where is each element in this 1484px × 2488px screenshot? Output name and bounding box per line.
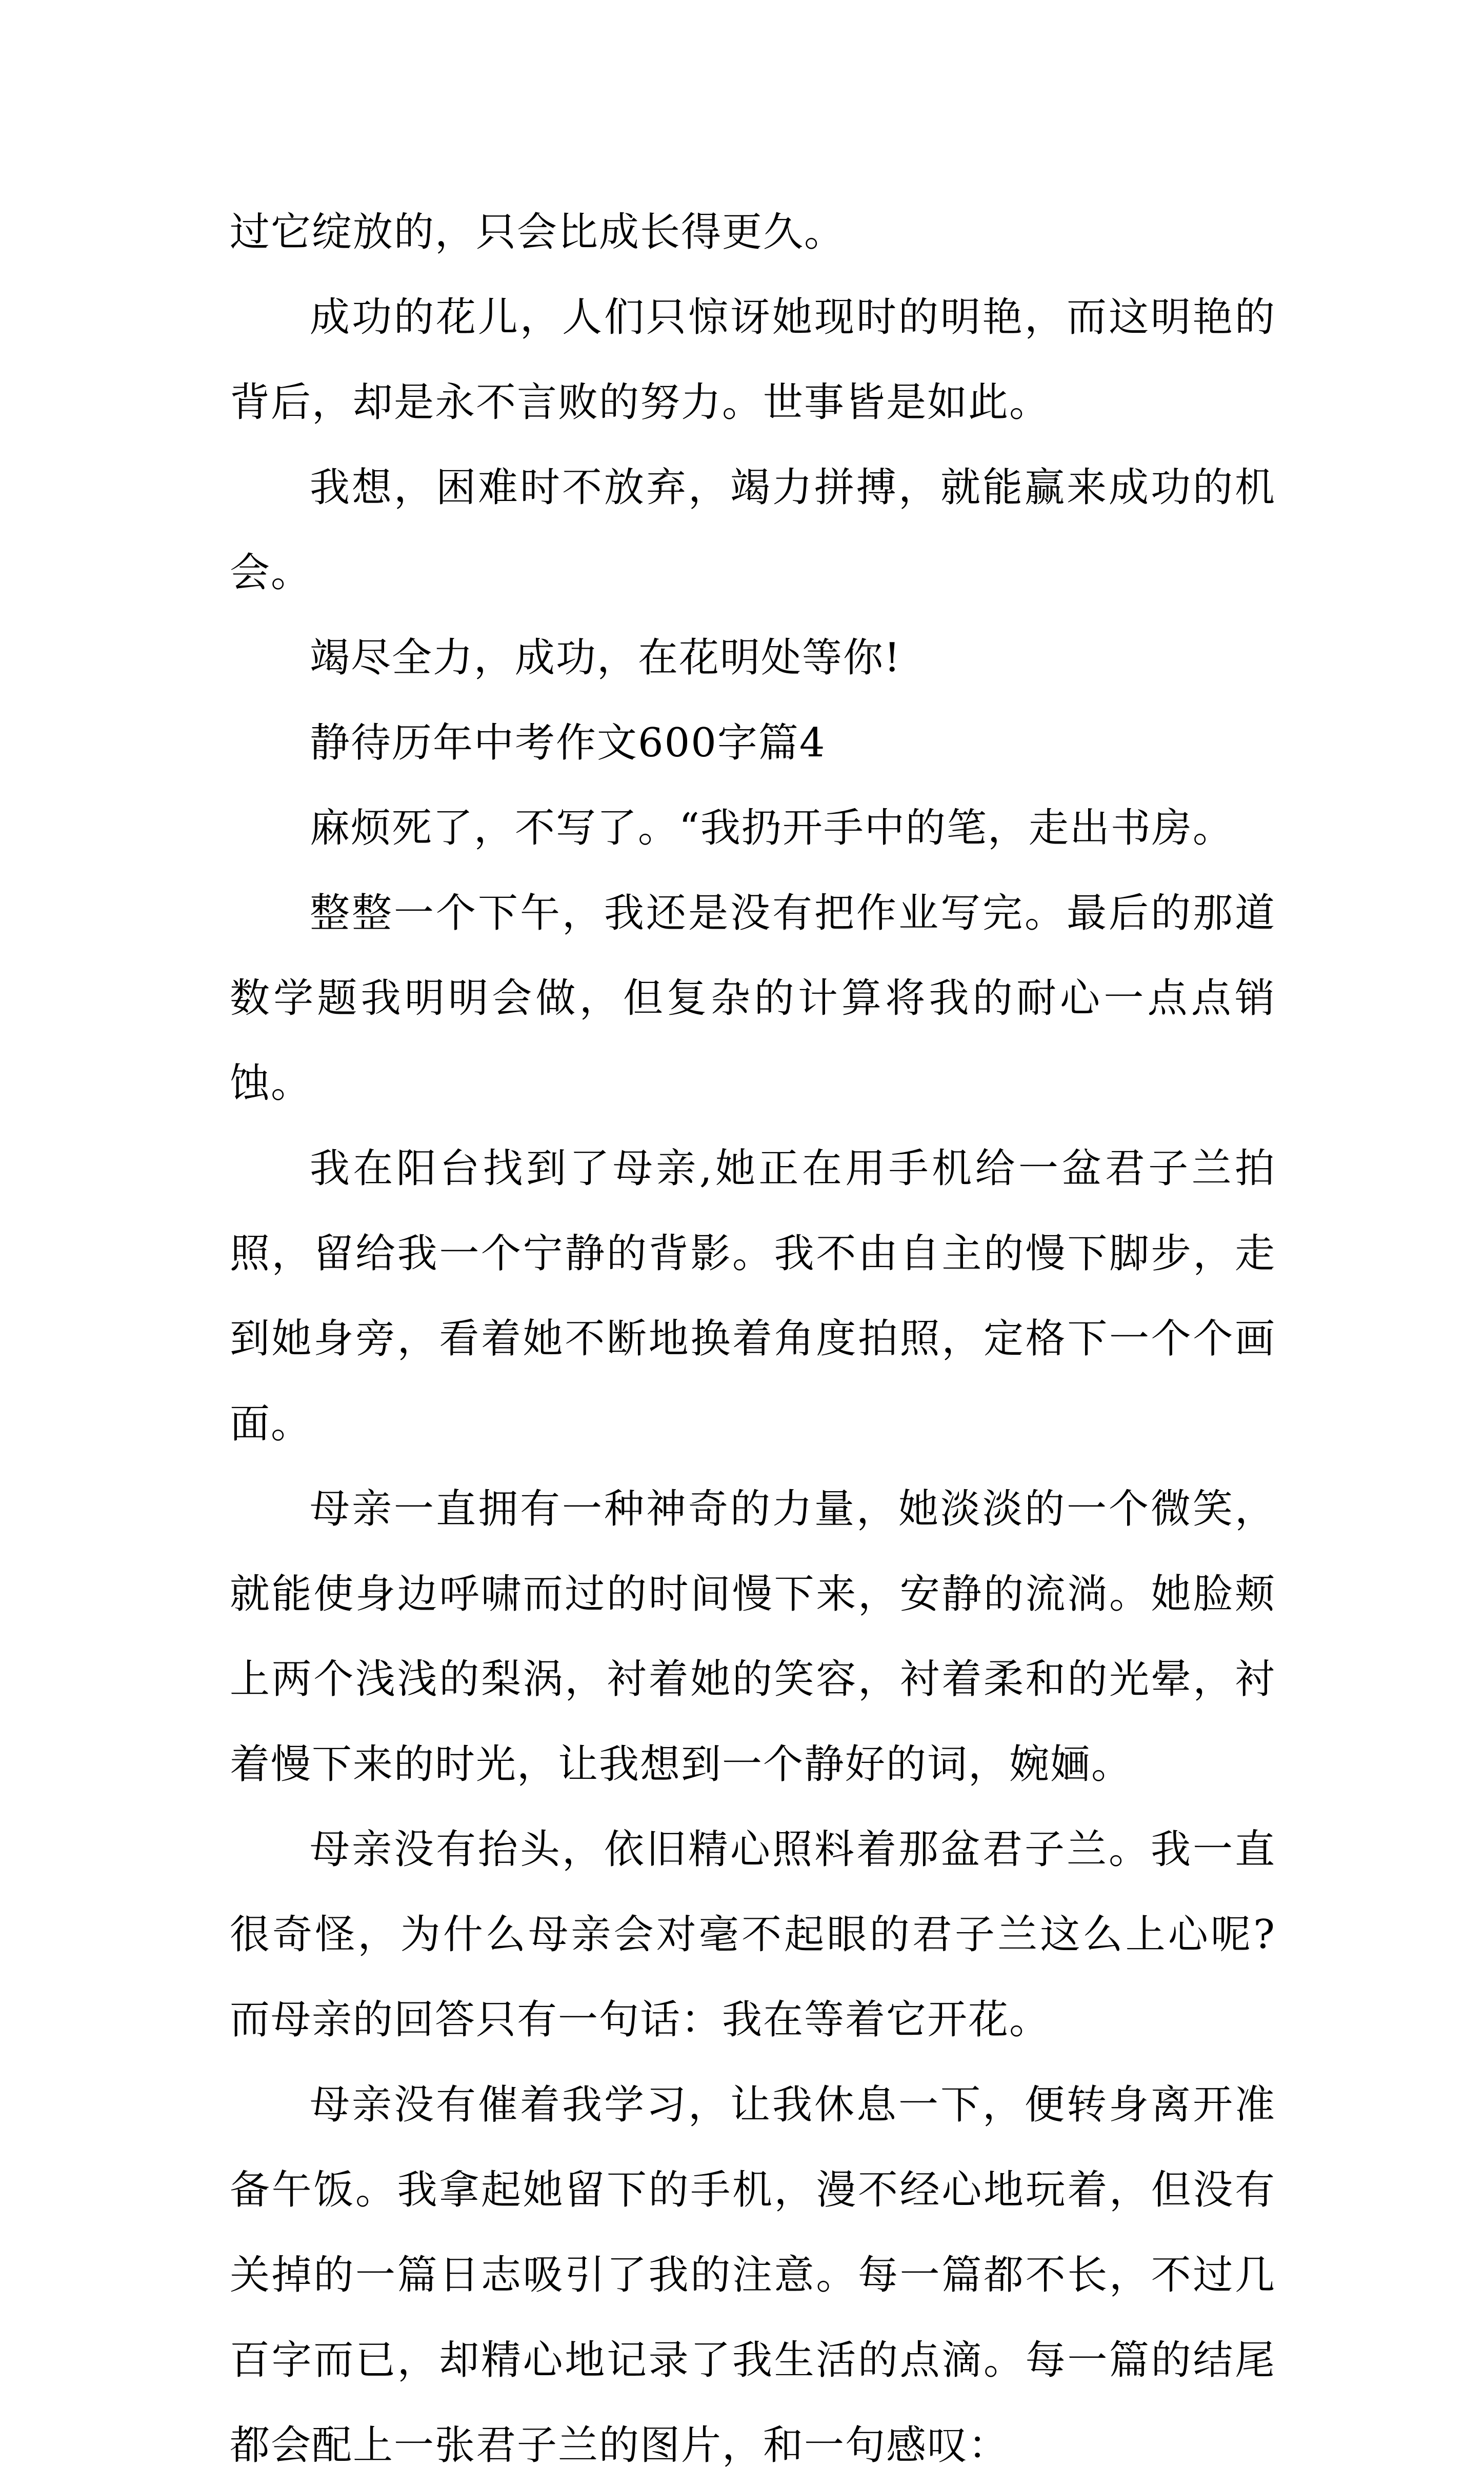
paragraph: 母亲没有催着我学习，让我休息一下，便转身离开准备午饭。我拿起她留下的手机，漫不经心地玩着，但没有关掉的一篇日志吸引了我的注意。每一篇都不长，不过几百字而已，却精心地记录了我生活的点滴。每一篇的结尾都会配上一张君子兰的图片，和一句感叹： (230, 2082, 1276, 2469)
paragraph: 母亲没有抬头，依旧精心照料着那盆君子兰。我一直很奇怪，为什么母亲会对毫不起眼的君子兰这么上心呢?而母亲的回答只有一句话：我在等着它开花。 (230, 1827, 1276, 2043)
paragraph: 成功的花儿，人们只惊讶她现时的明艳，而这明艳的背后，却是永不言败的努力。世事皆是如此。 (230, 294, 1276, 426)
paragraph: 整整一个下午，我还是没有把作业写完。最后的那道数学题我明明会做，但复杂的计算将我的耐心一点点销蚀。 (230, 890, 1276, 1107)
paragraph: 我想，困难时不放弃，竭力拼搏，就能赢来成功的机会。 (230, 465, 1276, 596)
paragraph: 我在阳台找到了母亲,她正在用手机给一盆君子兰拍照，留给我一个宁静的背影。我不由自主的慢下脚步，走到她身旁，看着她不断地换着角度拍照，定格下一个个画面。 (230, 1146, 1276, 1447)
paragraph: 麻烦死了，不写了。“我扔开手中的笔，走出书房。 (310, 805, 1234, 851)
paragraph-continuation: 过它绽放的，只会比成长得更久。 (230, 209, 846, 255)
document-body (230, 190, 1276, 2488)
paragraph: 母亲一直拥有一种神奇的力量，她淡淡的一个微笑，就能使身边呼啸而过的时间慢下来，安静的流淌。她脸颊上两个浅浅的梨涡，衬着她的笑容，衬着柔和的光晕，衬着慢下来的时光，让我想到一个静好的词，婉婳。 (230, 1486, 1276, 1788)
section-heading: 静待历年中考作文600字篇4 (310, 720, 826, 766)
paragraph: 竭尽全力，成功，在花明处等你! (310, 635, 901, 681)
